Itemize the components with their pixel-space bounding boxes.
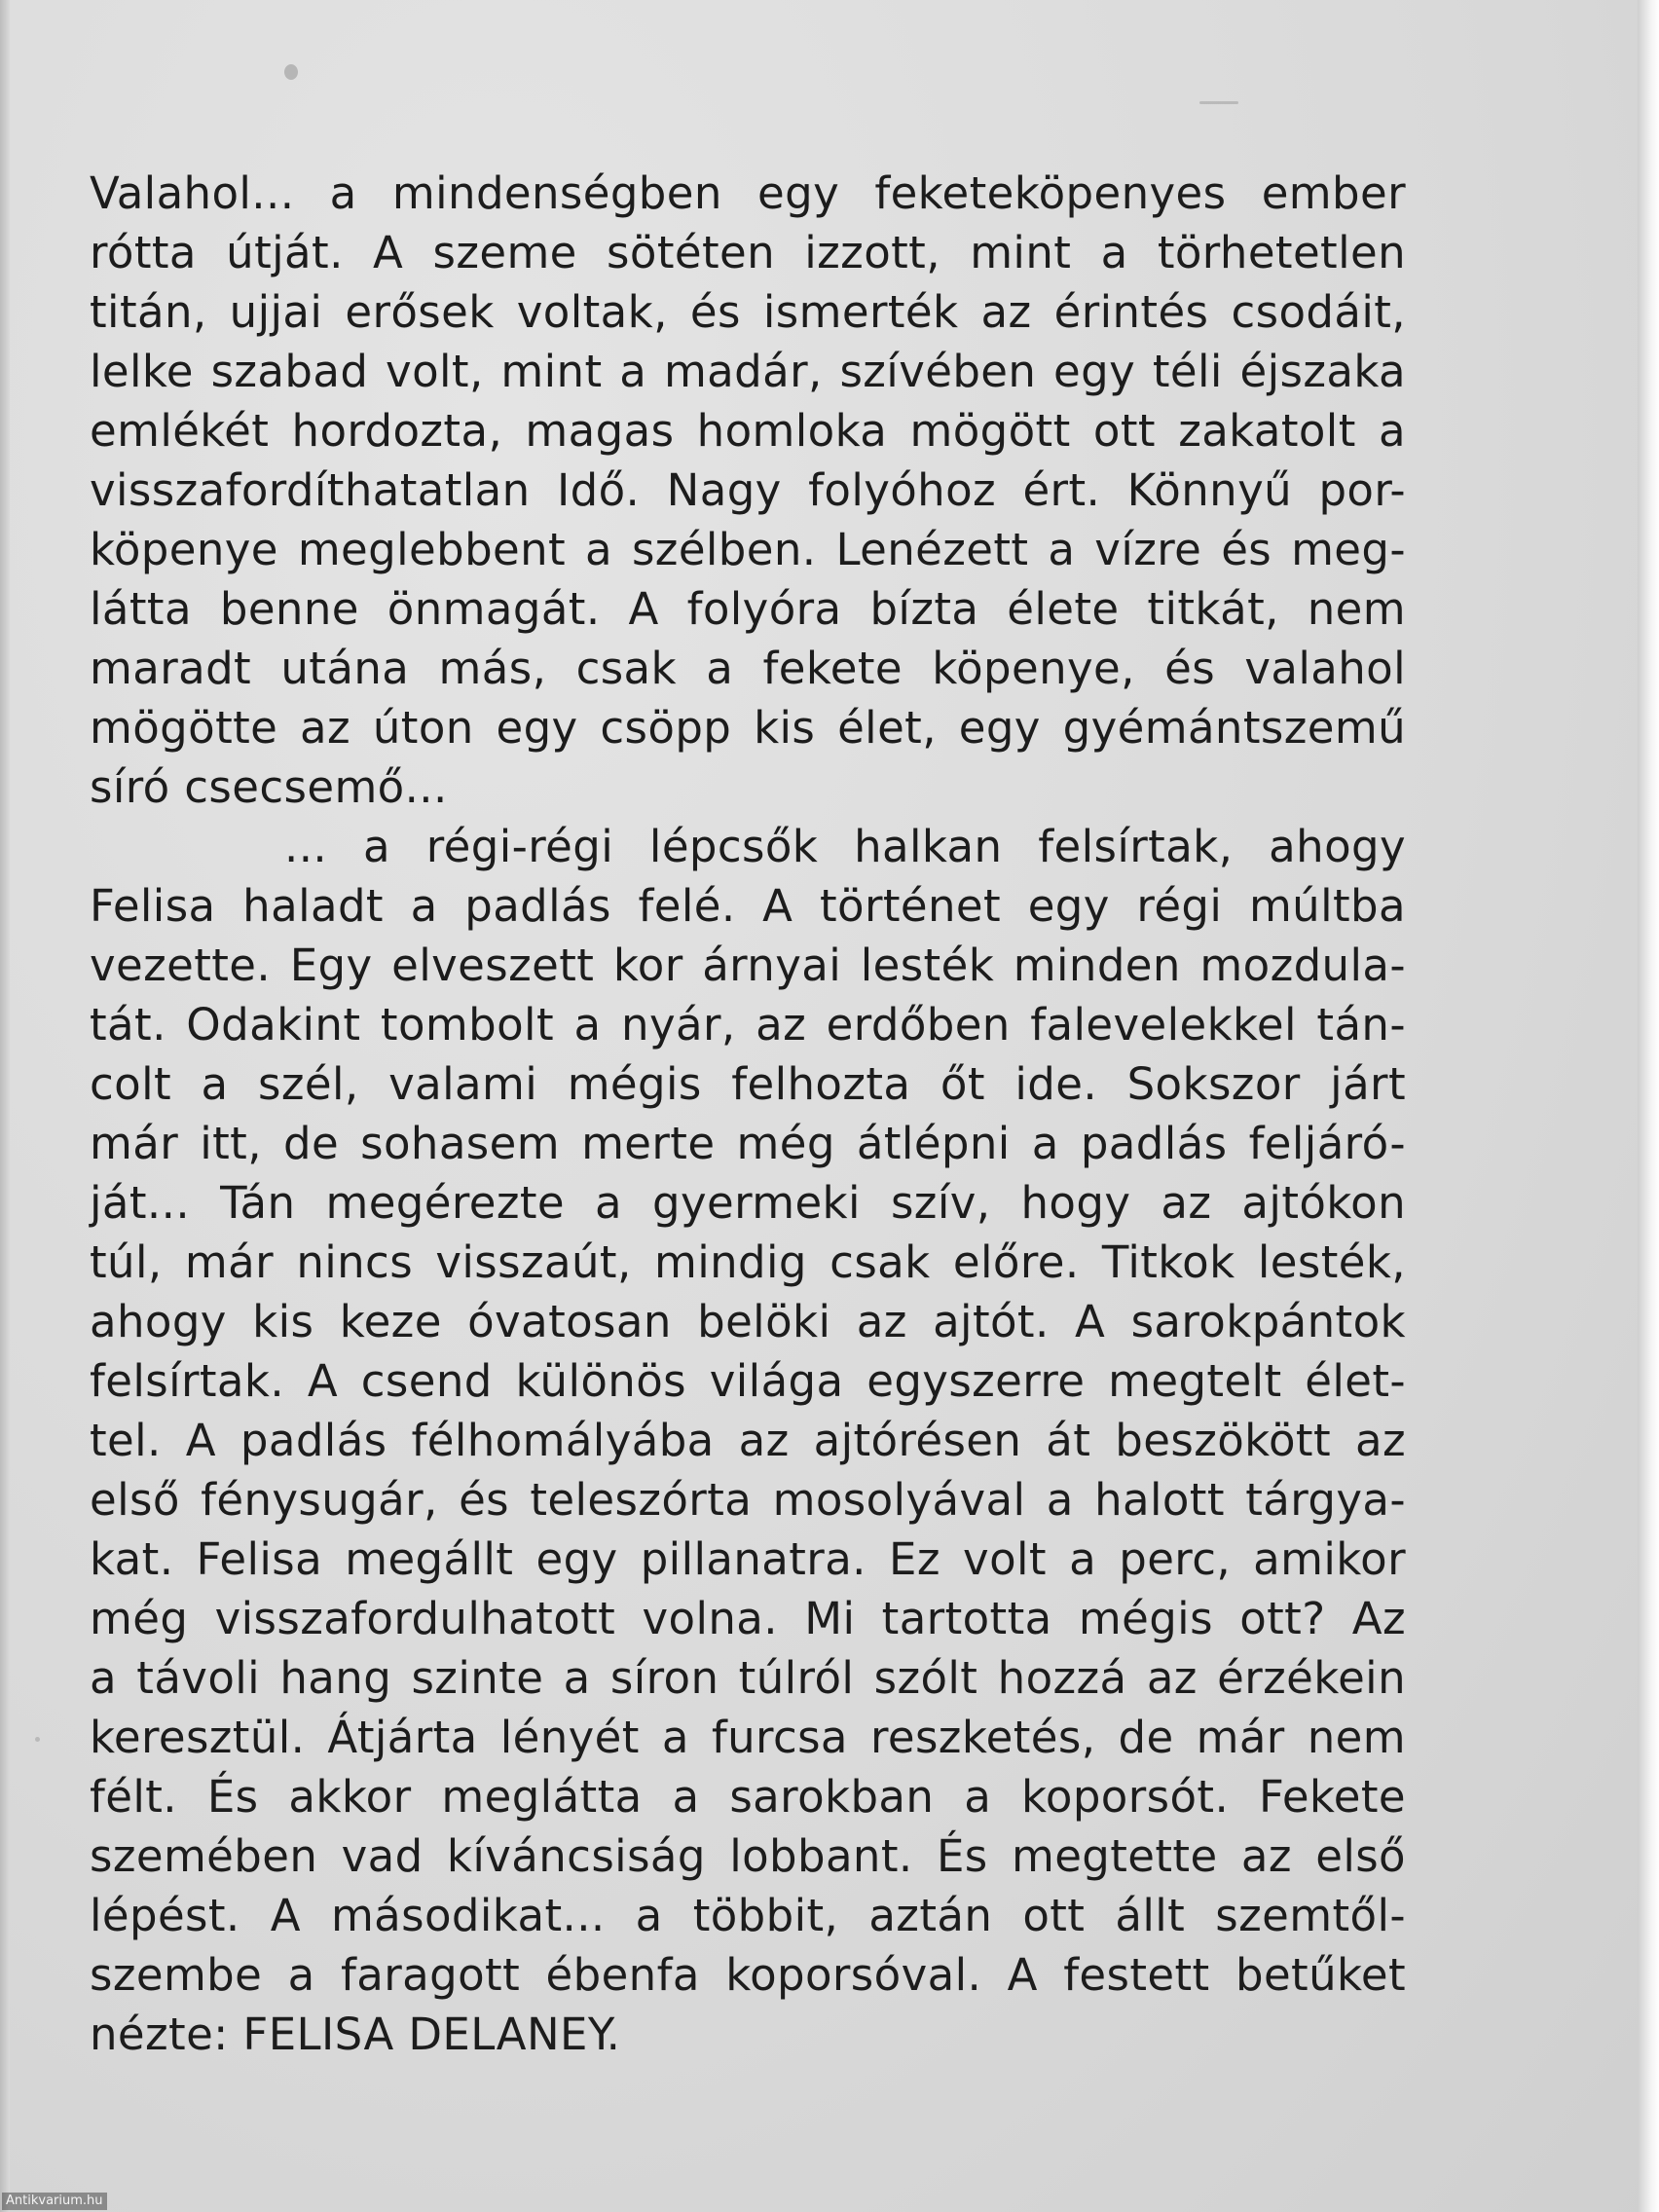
text-line: mögötte az úton egy csöpp kis élet, egy gyémántszemű (90, 702, 1406, 754)
text-line: rótta útját. A szeme sötéten izzott, mint a törhetetlen (90, 227, 1406, 278)
text-line: colt a szél, valami mégis felhozta őt ide. Sokszor járt (90, 1058, 1406, 1110)
text-line: Valahol... a mindenségben egy feketeköpenyes ember (90, 167, 1406, 219)
paper-speck (284, 64, 298, 80)
text-line: ját... Tán megérezte a gyermeki szív, hogy az ajtókon (90, 1177, 1406, 1229)
page-left-shadow (0, 0, 10, 2212)
story-text (90, 164, 1406, 2064)
text-line: már itt, de sohasem merte még átlépni a padlás feljáró- (90, 1118, 1406, 1169)
text-line: szemében vad kíváncsiság lobbant. És megtette az első (90, 1830, 1406, 1882)
text-line: tel. A padlás félhomályába az ajtórésen át beszökött az (90, 1415, 1406, 1466)
text-line: első fénysugár, és teleszórta mosolyával a halott tárgya- (90, 1474, 1406, 1526)
text-line: lépést. A másodikat... a többit, aztán ott állt szemtől- (90, 1890, 1406, 1941)
text-line: ahogy kis keze óvatosan belöki az ajtót. A sarokpántok (90, 1296, 1406, 1347)
text-line: kat. Felisa megállt egy pillanatra. Ez volt a perc, amikor (90, 1533, 1406, 1585)
text-line: vezette. Egy elveszett kor árnyai lesték minden mozdula- (90, 940, 1406, 991)
page-right-edge (1638, 0, 1659, 2212)
text-line: félt. És akkor meglátta a sarokban a koporsót. Fekete (90, 1771, 1406, 1823)
text-line: visszafordíthatatlan Idő. Nagy folyóhoz ért. Könnyű por- (90, 464, 1406, 516)
paragraph-2 (90, 817, 1406, 2064)
text-line: titán, ujjai erősek voltak, és ismerték az érintés csodáit, (90, 286, 1406, 338)
text-line: felsírtak. A csend különös világa egyszerre megtelt élet- (90, 1355, 1406, 1407)
watermark-text: Antikvarium.hu (2, 2193, 107, 2210)
text-line: Felisa haladt a padlás felé. A történet egy régi múltba (90, 880, 1406, 932)
text-line: látta benne önmagát. A folyóra bízta élete titkát, nem (90, 583, 1406, 635)
paper-speck (35, 1737, 40, 1742)
paragraph-1 (90, 164, 1406, 817)
text-line: a távoli hang szinte a síron túlról szólt hozzá az érzékein (90, 1652, 1406, 1704)
text-line: tát. Odakint tombolt a nyár, az erdőben falevelekkel tán- (90, 999, 1406, 1051)
text-line: maradt utána más, csak a fekete köpenye, és valahol (90, 643, 1406, 694)
paper-speck (1199, 101, 1238, 104)
text-line: keresztül. Átjárta lényét a furcsa reszketés, de már nem (90, 1712, 1406, 1763)
text-line: még visszafordulhatott volna. Mi tartotta mégis ott? Az (90, 1593, 1406, 1644)
text-line: síró csecsemő... (90, 761, 448, 813)
text-line: túl, már nincs visszaút, mindig csak előre. Titkok lesték, (90, 1236, 1406, 1288)
text-line: köpenye meglebbent a szélben. Lenézett a vízre és meg- (90, 524, 1406, 575)
text-line: szembe a faragott ébenfa koporsóval. A festett betűket (90, 1949, 1406, 2001)
text-line: nézte: FELISA DELANEY. (90, 2009, 621, 2060)
text-line: lelke szabad volt, mint a madár, szívében egy téli éjszaka (90, 346, 1406, 397)
text-line: emlékét hordozta, magas homloka mögött ott zakatolt a (90, 405, 1406, 457)
text-line: ... a régi-régi lépcsők halkan felsírtak, ahogy (284, 821, 1406, 872)
